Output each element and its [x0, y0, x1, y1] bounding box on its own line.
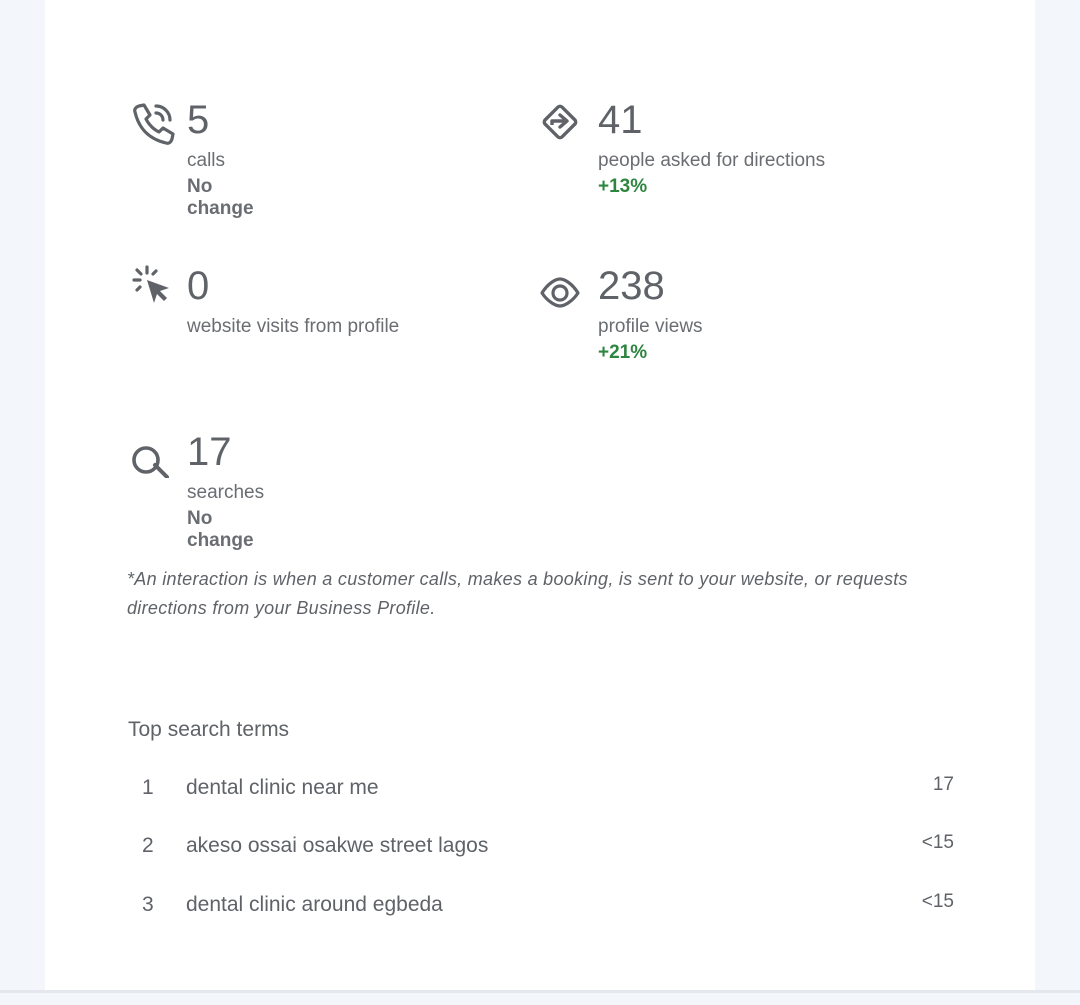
- profile-views-label: profile views: [598, 316, 703, 337]
- calls-change: No change: [187, 176, 254, 219]
- table-row: [128, 893, 954, 923]
- row-count: 17: [932, 774, 954, 795]
- row-term: dental clinic near me: [186, 776, 379, 799]
- searches-change: No change: [187, 508, 254, 551]
- phone-icon: [129, 98, 177, 146]
- table-row: [128, 834, 954, 864]
- directions-change: +13%: [598, 176, 648, 197]
- row-term: akeso ossai osakwe street lagos: [186, 834, 489, 857]
- search-icon: [129, 430, 177, 478]
- row-rank: 2: [142, 834, 154, 857]
- interaction-footnote: *An interaction is when a customer calls, makes a booking, is sent to your website, or requests directions from your Business Profile.: [127, 569, 908, 618]
- searches-label: searches: [187, 482, 265, 503]
- searches-value: 17: [187, 430, 232, 474]
- directions-value: 41: [598, 98, 643, 142]
- calls-label: calls: [187, 150, 226, 171]
- top-search-terms-title: Top search terms: [128, 718, 290, 741]
- table-row: [128, 776, 954, 806]
- row-count: <15: [921, 832, 954, 853]
- directions-icon: [540, 98, 588, 146]
- website-visits-label: website visits from profile: [187, 316, 400, 337]
- directions-label: people asked for directions: [598, 150, 826, 171]
- website-visits-value: 0: [187, 264, 210, 308]
- eye-icon: [540, 264, 588, 312]
- click-cursor-icon: [129, 264, 177, 312]
- profile-views-change: +21%: [598, 342, 648, 363]
- row-rank: 3: [142, 893, 154, 916]
- row-rank: 1: [142, 776, 154, 799]
- row-term: dental clinic around egbeda: [186, 893, 443, 916]
- profile-views-value: 238: [598, 264, 665, 308]
- row-count: <15: [921, 891, 954, 912]
- divider: [0, 990, 1080, 993]
- calls-value: 5: [187, 98, 210, 142]
